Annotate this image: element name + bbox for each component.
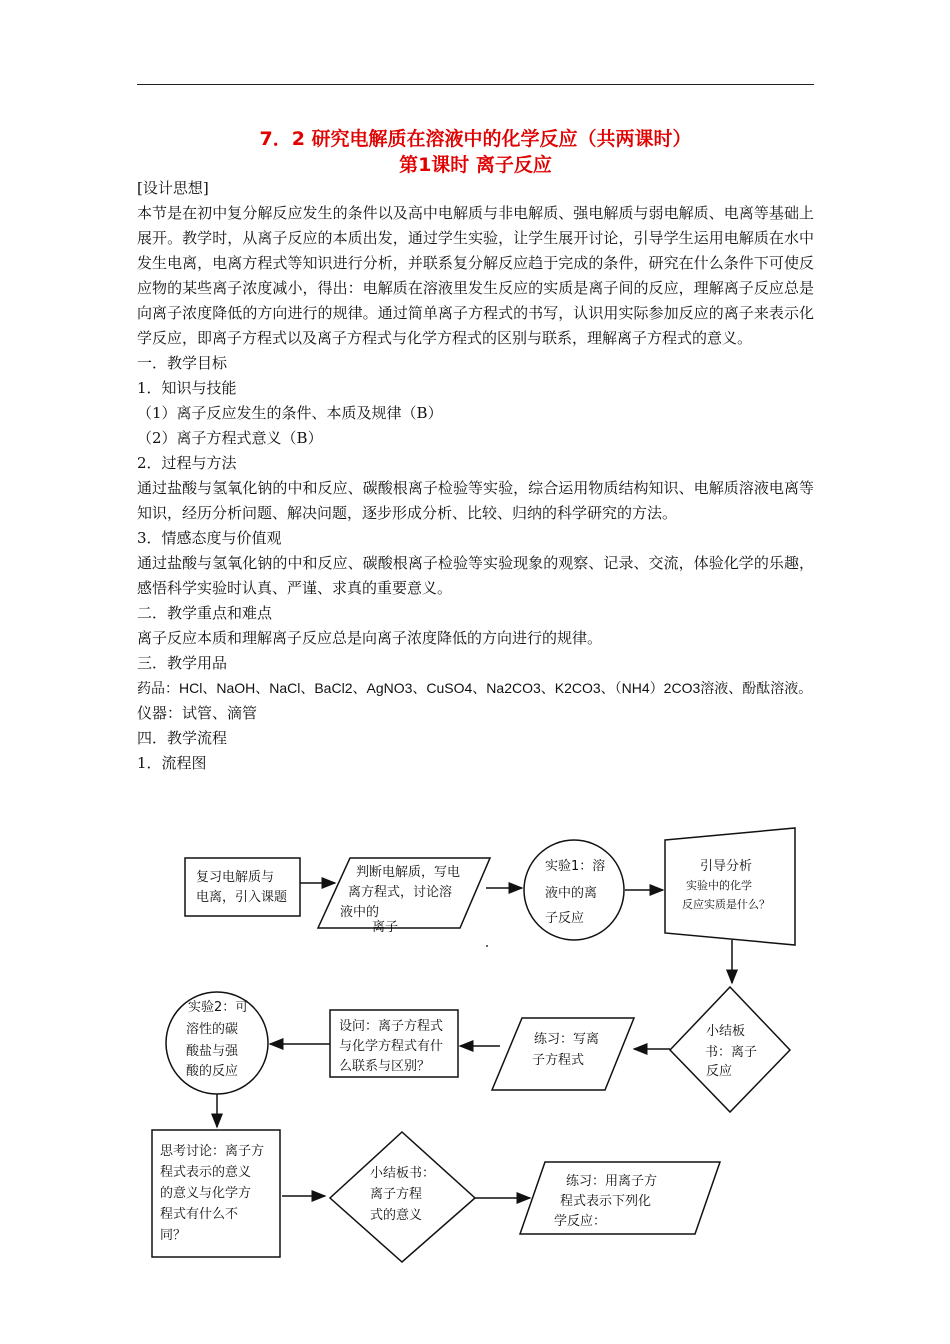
- flow-node-4-line-2: 实验中的化学: [686, 879, 752, 892]
- flow-node-8-line-1: 实验2：可: [188, 1000, 249, 1015]
- section-1-2-text: 通过盐酸与氢氧化钠的中和反应、碳酸根离子检验等实验，综合运用物质结构知识、电解质溶液电离等知识，经历分析问题、解决问题，逐步形成分析、比较、归纳的科学研究的方法。: [137, 479, 814, 522]
- flow-node-11-line-1: 练习：用离子方: [566, 1174, 658, 1189]
- flow-node-10-line-1: 小结板书：: [370, 1166, 436, 1181]
- flow-node-1-line-2: 电离，引入课题: [196, 890, 288, 905]
- section-1-heading: 一．教学目标: [137, 354, 228, 372]
- section-1-3-heading: 3．情感态度与价值观: [137, 529, 282, 547]
- flow-node-8-line-2: 溶性的碳: [186, 1022, 239, 1037]
- flow-node-11-line-2: 程式表示下列化: [560, 1194, 652, 1209]
- flow-node-2-line-4: 离子: [372, 920, 399, 935]
- flow-node-9-line-3: 的意义与化学方: [160, 1186, 252, 1201]
- objective-1b: （2）离子方程式意义（B）: [137, 429, 323, 447]
- title-line-1: 7．2 研究电解质在溶液中的化学反应（共两课时）: [259, 128, 692, 150]
- section-3-drugs: 药品：HCl、NaOH、NaCl、BaCl2、AgNO3、CuSO4、Na2CO3、K2CO3、（NH4）2CO3溶液、酚酞溶液。: [137, 680, 813, 696]
- flow-node-9-line-2: 程式表示的意义: [160, 1165, 252, 1180]
- flow-node-3-line-1: 实验1：溶: [545, 859, 606, 874]
- flow-node-4-line-1: 引导分析: [700, 859, 753, 874]
- flow-node-9-line-4: 程式有什么不: [160, 1207, 239, 1222]
- flow-node-1-line-1: 复习电解质与: [196, 870, 275, 885]
- flow-node-9-line-5: 同？: [160, 1228, 187, 1243]
- flow-node-2-line-1: 判断电解质，写电: [356, 865, 461, 880]
- flow-node-5-line-1: 小结板: [706, 1024, 746, 1039]
- flow-node-8-line-3: 酸盐与强: [186, 1044, 239, 1059]
- flow-node-5-line-2: 书：离子: [705, 1045, 758, 1060]
- flow-node-1: [185, 858, 300, 916]
- flow-node-3-line-3: 子反应: [545, 911, 585, 926]
- flow-node-8-line-4: 酸的反应: [186, 1064, 239, 1079]
- flow-node-11-line-3: 学反应：: [554, 1214, 607, 1229]
- flow-node-2-line-3: 液中的: [340, 905, 380, 920]
- section-2-text: 离子反应本质和理解离子反应总是向离子浓度降低的方向进行的规律。: [137, 629, 603, 647]
- section-4-1-heading: 1．流程图: [137, 754, 207, 772]
- flow-node-4-line-3: 反应实质是什么？: [682, 898, 770, 911]
- section-3-heading: 三．教学用品: [137, 654, 228, 672]
- flow-node-9-line-1: 思考讨论：离子方: [160, 1144, 265, 1159]
- section-1-3-text: 通过盐酸与氢氧化钠的中和反应、碳酸根离子检验等实验现象的观察、记录、交流，体验化学的乐趣，感悟科学实验时认真、严谨、求真的重要意义。: [137, 554, 814, 597]
- flow-node-6-line-1: 练习：写离: [534, 1032, 600, 1047]
- design-heading: [设计思想]: [137, 179, 209, 197]
- flow-node-10-line-3: 式的意义: [370, 1208, 423, 1223]
- flow-node-10-line-2: 离子方程: [370, 1187, 423, 1202]
- design-paragraph: 本节是在初中复分解反应发生的条件以及高中电解质与非电解质、强电解质与弱电解质、电离等基础上展开。教学时，从离子反应的本质出发，通过学生实验，让学生展开讨论，引导学生运用电解质在水中发生电离，电离方程式等知识进行分析，并联系复分解反应趋于完成的条件，研究在什么条件下可使反应物的某些离子浓度减小，得出：电解质在溶液里发生反应的实质是离子间的反应，理解离子反应总是向离子浓度降低的方向进行的规律。通过简单离子方程式的书写，认识用实际参加反应的离子来表示化学反应，即离子方程式以及离子方程式与化学方程式的区别与联系，理解离子方程式的意义。: [137, 204, 814, 347]
- section-4-heading: 四．教学流程: [137, 729, 228, 747]
- objective-1a: （1）离子反应发生的条件、本质及规律（B）: [137, 404, 443, 422]
- flow-node-7-line-3: 么联系与区别？: [339, 1059, 431, 1074]
- section-2-heading: 二．教学重点和难点: [137, 604, 273, 622]
- title-line-2: 第1课时 离子反应: [399, 154, 552, 176]
- section-1-1-heading: 1．知识与技能: [137, 379, 237, 397]
- flow-node-5-line-3: 反应: [706, 1064, 733, 1079]
- section-3-tools: 仪器：试管、滴管: [137, 704, 258, 722]
- flow-node-6-line-2: 子方程式: [532, 1053, 585, 1068]
- section-1-2-heading: 2．过程与方法: [137, 454, 237, 472]
- flow-node-3-line-2: 液中的离: [545, 886, 598, 901]
- flow-node-7-line-1: 设问：离子方程式: [339, 1019, 444, 1034]
- flow-node-2-line-2: 离方程式，讨论溶: [348, 885, 453, 900]
- flow-node-7-line-2: 与化学方程式有什: [339, 1039, 444, 1054]
